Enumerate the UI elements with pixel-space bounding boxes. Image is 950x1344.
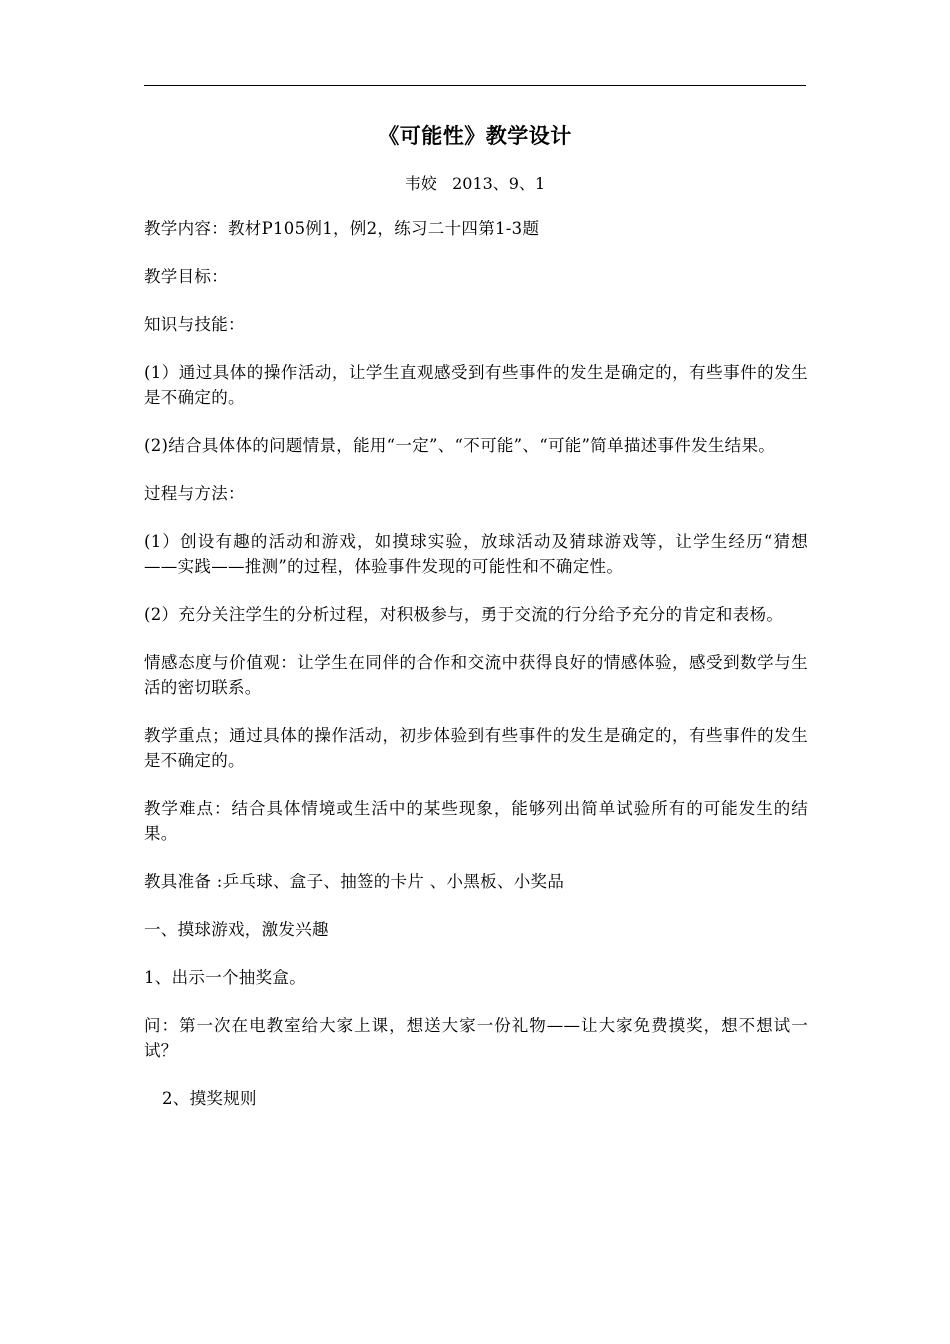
- document-title: 《可能性》教学设计: [378, 123, 572, 148]
- step-1-show-lottery-box: 1、出示一个抽奖盒。: [144, 968, 306, 987]
- paragraph-knowledge-skills-heading: 知识与技能：: [144, 315, 245, 334]
- paragraph-question: 问：第一次在电教室给大家上课，想送大家一份礼物——让大家免费摸奖，想不想试一试？: [144, 1016, 808, 1060]
- paragraph-teaching-difficulty: 教学难点：结合具体情境或生活中的某些现象，能够列出简单试验所有的可能发生的结果。: [144, 799, 808, 843]
- section-heading-ball-game: 一、摸球游戏，激发兴趣: [144, 920, 329, 939]
- author-date-line: 韦姣 2013、9、1: [404, 174, 546, 193]
- paragraph-teaching-materials: 教具准备 :乒乓球、盒子、抽签的卡片 、小黑板、小奖品: [144, 872, 565, 891]
- paragraph-teaching-focus: 教学重点；通过具体的操作活动，初步体验到有些事件的发生是确定的，有些事件的发生是不确定的。: [144, 726, 808, 770]
- paragraph-knowledge-item-2: (2)结合具体体的问题情景，能用“一定”、“不可能”、“可能”简单描述事件发生结果。: [144, 436, 776, 455]
- paragraph-attitude-values: 情感态度与价值观：让学生在同伴的合作和交流中获得良好的情感体验，感受到数学与生活的密切联系。: [144, 653, 808, 697]
- paragraph-teaching-content: 教学内容：教材P105例1，例2，练习二十四第1-3题: [144, 219, 540, 238]
- paragraph-process-item-1: (1）创设有趣的活动和游戏，如摸球实验，放球活动及猜球游戏等，让学生经历“猜想——实践——推测”的过程，体验事件发现的可能性和不确定性。: [144, 532, 808, 576]
- header-rule: [144, 85, 806, 86]
- step-2-lottery-rules: 2、摸奖规则: [162, 1089, 257, 1108]
- paragraph-process-item-2: (2）充分关注学生的分析过程，对积极参与，勇于交流的行分给予充分的肯定和表杨。: [144, 605, 784, 624]
- paragraph-teaching-goals-heading: 教学目标：: [144, 267, 228, 286]
- paragraph-knowledge-item-1: (1）通过具体的操作活动，让学生直观感受到有些事件的发生是确定的，有些事件的发生是不确定的。: [144, 363, 808, 407]
- paragraph-process-method-heading: 过程与方法：: [144, 484, 245, 503]
- document-body: [144, 216, 808, 1134]
